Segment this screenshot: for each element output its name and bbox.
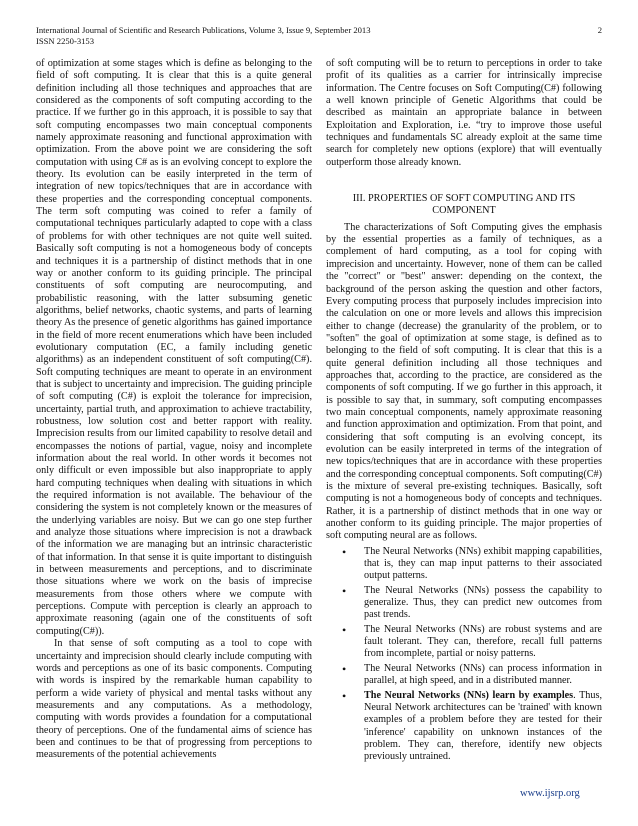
list-item-bold-lead: The Neural Networks (NNs) learn by examples (364, 689, 574, 701)
list-item: • The Neural Networks (NNs) can process information in parallel, at high speed, and in a distributed manner. (364, 663, 602, 688)
left-column (36, 58, 312, 762)
left-paragraph-2: In that sense of soft computing as a tool to cope with uncertainty and imprecision should clearly include computing with words and perceptions as one of its basic components. Computing with words is inspired by the remarkable human capability to perform a wide variety of physical and mental tasks without any measurements and any computations. As a methodology, computing with words provides a foundation for a computational theory of perceptions. One of the fundamental aims of science has been and continues to be that of progressing from perceptions to measurements of the potential achievements (36, 638, 312, 761)
page-header (36, 25, 602, 47)
list-item: • The Neural Networks (NNs) are robust systems and are fault tolerant. They can, therefore, recall full patterns from incomplete, partial or noisy patterns. (364, 624, 602, 661)
issn: ISSN 2250-3153 (36, 36, 95, 46)
right-paragraph-1: of soft computing will be to return to perceptions in order to take profit of its qualities as a carrier for intrinsically imprecise information. The Centre focuses on Soft Computing(C#) following a well known principle of Genetic Algorithms that could be described as maintain an appropriate balance in between Exploitation and Exploration, i.e. “try to improve those useful techniques and fundamentals SC already exploit at the same time search for completely new options (explore) that will eventually outperform those already known. (326, 58, 602, 168)
list-item-text: . Thus, Neural Network architectures can be 'trained' with known examples of a problem before they are tested for their 'inference' capability on unknown instances of the problem. They can, therefore, identify new objects previously untrained. (364, 689, 602, 763)
right-paragraph-2: The characterizations of Soft Computing gives the emphasis by the essential properties as a family of techniques, as a complement of hard computing, as a tool for coping with imprecision and uncertainty. However, none of them can be called the "correct" or "best" answer: depending on the context, the background of the person asking the question and other factors, Every computing process that purposely includes imprecision into the calculation on one or more levels and allows this imprecision either to change (decrease) the granularity of the problem, or to "soften" the goal of optimization at some stage, is defined as to belonging to the field of soft computing. It is clear that this is a quite general definition including all those techniques and approaches that, according to the practice, are considered as the components of soft computing. If we go further in this approach, it is possible to say that, in summary, soft computing encompasses two main conceptual components, namely approximate reasoning and function approximation and optimization. From that point, and considering that soft computing is an evolving concept, its evolution can be easily interpreted in terms of the integration of new topics/techniques that are in accordance with these properties and the corresponding conceptual components. Soft computing(C#) is the mixture of several pre-existing techniques. Basically, soft computing is not a homogeneous body of concepts and techniques. Rather, it is a partnership of distinct methods that in one way or another conform to its guiding principle. The major properties of soft computing neural are as follows. (326, 221, 602, 542)
list-item: • The Neural Networks (NNs) exhibit mapping capabilities, that is, they can map input patterns to their associated output patterns. (364, 546, 602, 583)
right-column (326, 58, 602, 766)
properties-list (326, 546, 602, 764)
section-heading: III. PROPERTIES OF SOFT COMPUTING AND ITS COMPONENT (352, 193, 576, 217)
journal-title: International Journal of Scientific and Research Publications, Volume 3, Issue 9, September 2013 (36, 25, 371, 35)
footer-link[interactable]: www.ijsrp.org (520, 788, 580, 799)
list-item (364, 690, 602, 764)
page-number: 2 (597, 25, 602, 35)
list-item: • The Neural Networks (NNs) possess the capability to generalize. Thus, they can predict new outcomes from past trends. (364, 585, 602, 622)
left-paragraph-1: of optimization at some stages which is define as belonging to the field of soft computing. It is clear that this is a quite general definition including all those techniques and approaches that are considered as the components of soft computing according to the practice. If we further go in this approach, it is possible to say that soft computing encompasses two main conceptual components namely approximate reasoning and functional approximation with optimization. From the above point we are considering the soft computation with using C# as is an evolving concept to explore the theory. Its evolution can be easily interpreted in the term of integration of new topics/techniques that are in accordance with these properties and the corresponding conceptual components. The term soft computing was coined to refer a family of computational techniques particularly adapted to cope with a class of problems for with other techniques are not quite well suited. Basically soft computing is not a homogeneous body of concepts and techniques it is a partnership of distinct methods that in one way or another conform to its guiding principle. The principal constituents of soft computing are neurocomputing, and probabilistic reasoning, with the latter subsuming genetic algorithms, belief networks, chaotic systems, and parts of learning theory As the presence of genetic algorithms has gained importance in the field of more recent enumerations which have been included evolutionary computation (EC, a family including genetic algorithms) as an independent constituent of soft computing(C#). Soft computing techniques are meant to operate in an environment that is subject to uncertainty and imprecision. The guiding principle of soft computing (C#) is exploit the tolerance for imprecision, uncertainty, partial truth, and approximation to achieve tractability, robustness, low solution cost and better rapport with reality. Imprecision results from our limited capability to resolve detail and encompasses the notions of partial, vague, noisy and incomplete information about the real world. In other words it becomes not only difficult or even impossible but also inappropriate to apply hard computing techniques when dealing with situations in which the required information is not available. The behaviour of the considering the system is not completely known or the measures of the underlying variables are noisy. But we can go one step further and analyze those situations where imprecision is not a drawback of the information we are managing but an intrinsic characteristic of that information. In that sense it is quite important to distinguish in between measurements and perceptions, and to discriminate those situations where we work on the basis of imprecise measurements from those others where we compute with perceptions. Compute with perception is clearly an approach to approximate reasoning (again one of the constituents of soft computing(C#)). (36, 58, 312, 637)
